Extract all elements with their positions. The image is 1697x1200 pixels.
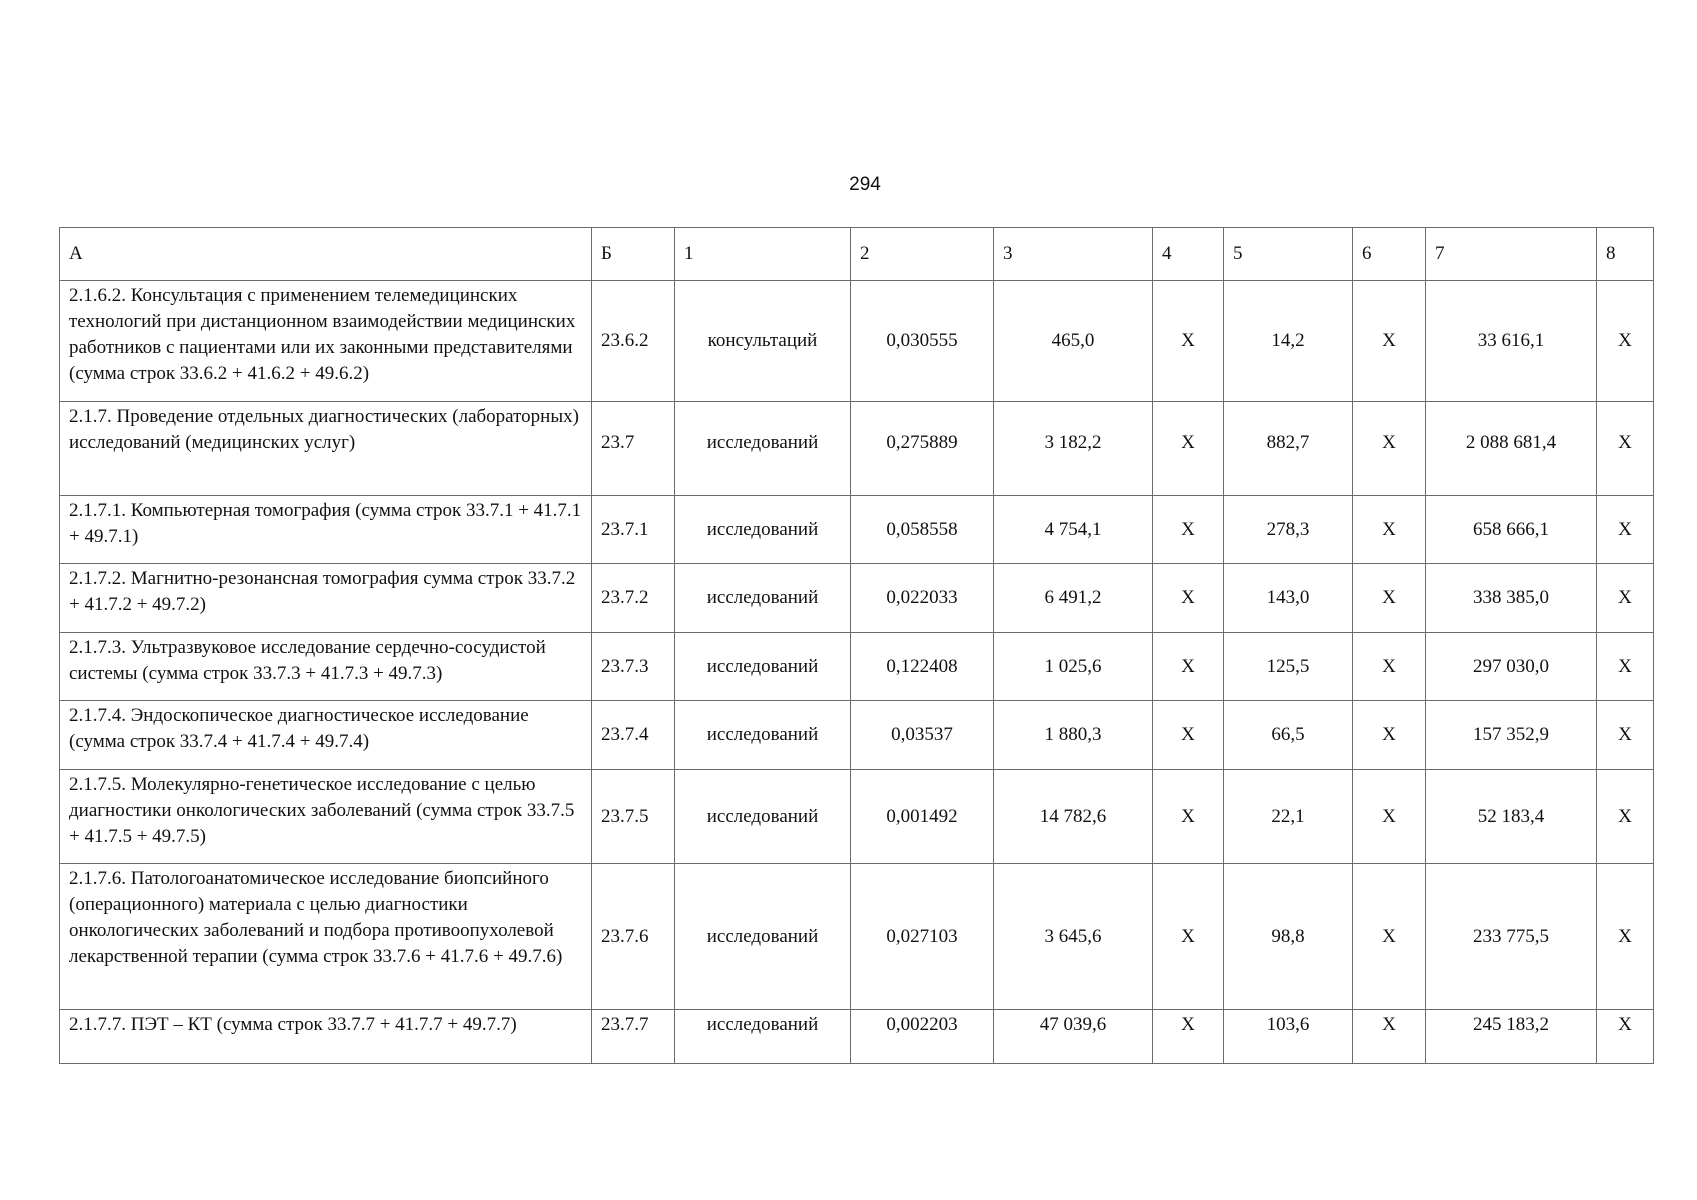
cell-unit: исследований <box>675 701 851 770</box>
cell-col-8: Х <box>1597 864 1654 1010</box>
cell-col-2: 0,030555 <box>851 281 994 402</box>
cell-col-3: 14 782,6 <box>994 770 1153 864</box>
cell-description: 2.1.6.2. Консультация с применением телемедицинских технологий при дистанционном взаимодействии медицинских работников с пациентами или их законными представителями (сумма строк 33.6.2 + 41.6.2 + 49.6.2) <box>60 281 592 402</box>
cell-col-5: 125,5 <box>1224 633 1353 701</box>
cell-col-2: 0,001492 <box>851 770 994 864</box>
cell-description: 2.1.7.4. Эндоскопическое диагностическое исследование (сумма строк 33.7.4 + 41.7.4 + 49.7.4) <box>60 701 592 770</box>
cell-col-7: 297 030,0 <box>1426 633 1597 701</box>
cell-col-5: 882,7 <box>1224 402 1353 496</box>
cell-col-4: Х <box>1153 864 1224 1010</box>
cell-col-4: Х <box>1153 402 1224 496</box>
cell-row-code: 23.7 <box>592 402 675 496</box>
cell-col-6: Х <box>1353 281 1426 402</box>
cell-col-3: 47 039,6 <box>994 1010 1153 1064</box>
page-number: 294 <box>849 174 881 195</box>
cell-col-5: 143,0 <box>1224 564 1353 633</box>
cell-col-2: 0,027103 <box>851 864 994 1010</box>
cell-col-7: 338 385,0 <box>1426 564 1597 633</box>
cell-description: 2.1.7. Проведение отдельных диагностических (лабораторных) исследований (медицинских услуг) <box>60 402 592 496</box>
cell-col-8: Х <box>1597 281 1654 402</box>
cell-col-6: Х <box>1353 701 1426 770</box>
cell-row-code: 23.7.3 <box>592 633 675 701</box>
cell-description: 2.1.7.3. Ультразвуковое исследование сердечно-сосудистой системы (сумма строк 33.7.3 + 41.7.3 + 49.7.3) <box>60 633 592 701</box>
cell-row-code: 23.7.7 <box>592 1010 675 1064</box>
cell-col-5: 22,1 <box>1224 770 1353 864</box>
cell-col-8: Х <box>1597 770 1654 864</box>
column-header: 1 <box>675 228 851 281</box>
cell-description: 2.1.7.6. Патологоанатомическое исследование биопсийного (операционного) материала с целью диагностики онкологических заболеваний и подбора противоопухолевой лекарственной терапии (сумма строк 33.7.6 + 41.7.6 + 49.7.6) <box>60 864 592 1010</box>
cell-col-3: 6 491,2 <box>994 564 1153 633</box>
cell-unit: исследований <box>675 402 851 496</box>
cell-col-4: Х <box>1153 770 1224 864</box>
column-header: 8 <box>1597 228 1654 281</box>
cell-col-2: 0,002203 <box>851 1010 994 1064</box>
cell-col-8: Х <box>1597 1010 1654 1064</box>
column-header: 6 <box>1353 228 1426 281</box>
cell-col-8: Х <box>1597 633 1654 701</box>
column-header: 3 <box>994 228 1153 281</box>
table-row <box>60 402 1654 496</box>
cell-row-code: 23.7.2 <box>592 564 675 633</box>
cell-col-2: 0,275889 <box>851 402 994 496</box>
cell-col-7: 33 616,1 <box>1426 281 1597 402</box>
column-header: А <box>60 228 592 281</box>
cell-row-code: 23.7.6 <box>592 864 675 1010</box>
cell-col-4: Х <box>1153 281 1224 402</box>
cell-col-8: Х <box>1597 402 1654 496</box>
table-row <box>60 496 1654 564</box>
cell-col-6: Х <box>1353 402 1426 496</box>
cell-col-2: 0,03537 <box>851 701 994 770</box>
cell-description: 2.1.7.1. Компьютерная томография (сумма строк 33.7.1 + 41.7.1 + 49.7.1) <box>60 496 592 564</box>
cell-unit: исследований <box>675 633 851 701</box>
cell-col-8: Х <box>1597 496 1654 564</box>
cell-col-7: 2 088 681,4 <box>1426 402 1597 496</box>
cell-col-6: Х <box>1353 864 1426 1010</box>
cell-unit: исследований <box>675 770 851 864</box>
cell-row-code: 23.7.4 <box>592 701 675 770</box>
cell-unit: исследований <box>675 564 851 633</box>
cell-col-4: Х <box>1153 564 1224 633</box>
cell-col-2: 0,022033 <box>851 564 994 633</box>
cell-col-3: 465,0 <box>994 281 1153 402</box>
cell-row-code: 23.7.5 <box>592 770 675 864</box>
cell-col-6: Х <box>1353 770 1426 864</box>
cell-col-3: 3 645,6 <box>994 864 1153 1010</box>
cell-col-6: Х <box>1353 564 1426 633</box>
cell-col-7: 658 666,1 <box>1426 496 1597 564</box>
cell-description: 2.1.7.7. ПЭТ – КТ (сумма строк 33.7.7 + 41.7.7 + 49.7.7) <box>60 1010 592 1064</box>
cell-col-5: 278,3 <box>1224 496 1353 564</box>
table-row <box>60 864 1654 1010</box>
cell-col-4: Х <box>1153 633 1224 701</box>
cell-unit: консультаций <box>675 281 851 402</box>
cell-col-4: Х <box>1153 496 1224 564</box>
column-header: 7 <box>1426 228 1597 281</box>
cell-row-code: 23.7.1 <box>592 496 675 564</box>
table-row <box>60 633 1654 701</box>
column-header: 5 <box>1224 228 1353 281</box>
column-header: 4 <box>1153 228 1224 281</box>
cell-col-5: 103,6 <box>1224 1010 1353 1064</box>
cell-col-5: 66,5 <box>1224 701 1353 770</box>
cell-col-7: 233 775,5 <box>1426 864 1597 1010</box>
table-header-row <box>60 228 1654 281</box>
column-header: 2 <box>851 228 994 281</box>
cell-col-4: Х <box>1153 1010 1224 1064</box>
cell-col-3: 3 182,2 <box>994 402 1153 496</box>
cell-col-6: Х <box>1353 633 1426 701</box>
table-row <box>60 564 1654 633</box>
cell-col-6: Х <box>1353 1010 1426 1064</box>
table-row <box>60 770 1654 864</box>
cell-col-3: 1 880,3 <box>994 701 1153 770</box>
cell-row-code: 23.6.2 <box>592 281 675 402</box>
cell-col-7: 245 183,2 <box>1426 1010 1597 1064</box>
data-table <box>59 227 1654 1064</box>
cell-col-8: Х <box>1597 564 1654 633</box>
cell-unit: исследований <box>675 864 851 1010</box>
table-row <box>60 281 1654 402</box>
column-header: Б <box>592 228 675 281</box>
cell-col-2: 0,122408 <box>851 633 994 701</box>
cell-col-2: 0,058558 <box>851 496 994 564</box>
cell-unit: исследований <box>675 496 851 564</box>
cell-col-4: Х <box>1153 701 1224 770</box>
cell-unit: исследований <box>675 1010 851 1064</box>
cell-col-7: 157 352,9 <box>1426 701 1597 770</box>
table-row <box>60 701 1654 770</box>
cell-col-8: Х <box>1597 701 1654 770</box>
cell-col-7: 52 183,4 <box>1426 770 1597 864</box>
cell-description: 2.1.7.2. Магнитно-резонансная томография сумма строк 33.7.2 + 41.7.2 + 49.7.2) <box>60 564 592 633</box>
cell-col-3: 1 025,6 <box>994 633 1153 701</box>
cell-col-3: 4 754,1 <box>994 496 1153 564</box>
cell-description: 2.1.7.5. Молекулярно-генетическое исследование с целью диагностики онкологических заболеваний (сумма строк 33.7.5 + 41.7.5 + 49.7.5) <box>60 770 592 864</box>
cell-col-5: 14,2 <box>1224 281 1353 402</box>
cell-col-6: Х <box>1353 496 1426 564</box>
table-row <box>60 1010 1654 1064</box>
cell-col-5: 98,8 <box>1224 864 1353 1010</box>
